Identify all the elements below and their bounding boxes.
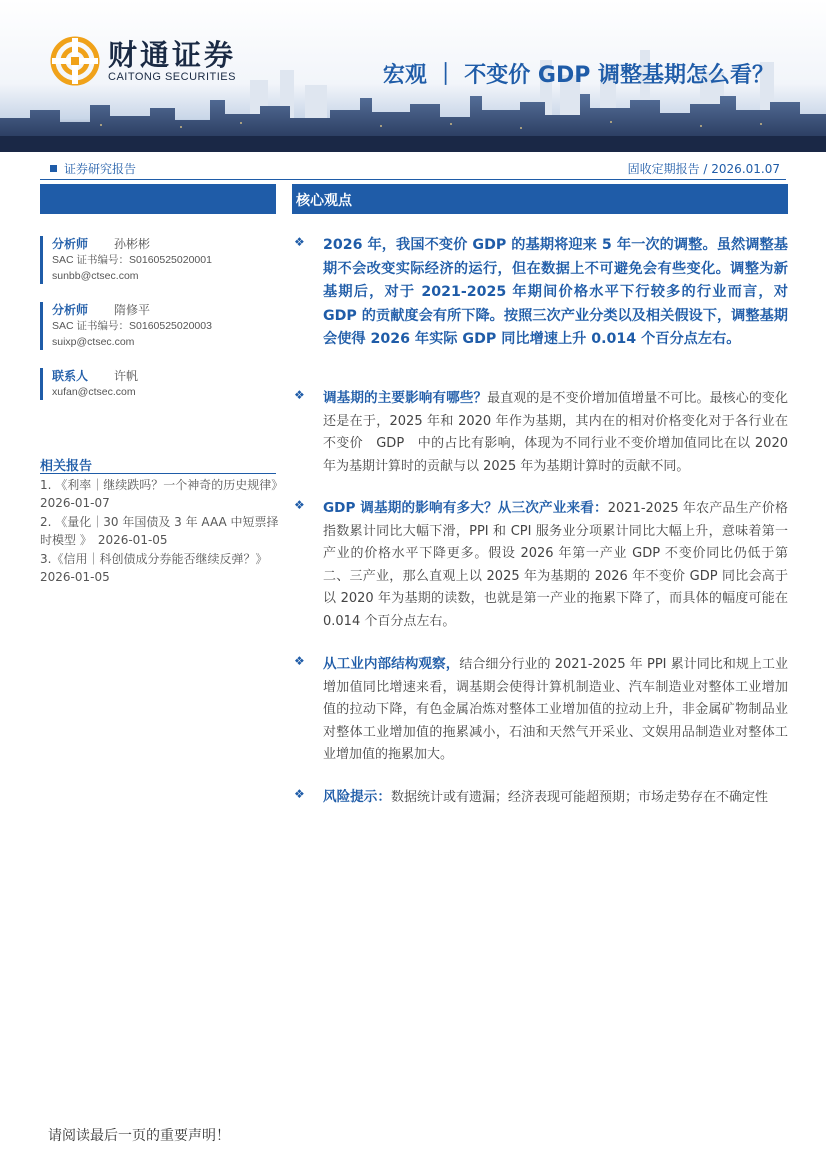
related-report-link[interactable]: 1. 《利率｜继续跌吗？一个神奇的历史规律》 2026-01-07 [40,478,290,510]
left-column-banner [40,184,276,214]
report-type [50,160,136,177]
page-header [0,0,826,152]
related-reports-list [40,476,290,587]
analyst-cert: SAC 证书编号：S0160525020001 [52,254,212,266]
analyst-role: 分析师 [52,237,89,251]
diamond-bullet-icon: ❖ [294,235,305,249]
company-logo [50,36,236,86]
core-point-text [323,653,788,767]
analyst-email[interactable]: suixp@ctsec.com [52,336,135,348]
analyst-role: 分析师 [52,303,89,317]
analyst-cert: SAC 证书编号：S0160525020003 [52,320,212,332]
core-point-body: 数据统计或有遗漏；经济表现可能超预期；市场走势存在不确定性 [390,790,768,805]
analyst-email[interactable]: sunbb@ctsec.com [52,270,139,282]
logo-text-chinese: 财通证券 [108,38,237,72]
core-point-highlight: 风险提示： [323,789,391,805]
report-title: 宏观 ｜ 不变价 GDP 调整基期怎么看？ [382,63,774,88]
related-report-link[interactable]: 2. 《量化｜30 年国债及 3 年 AAA 中短票择时模型 》 2026-01-05 [40,515,279,547]
contact-role: 联系人 [52,369,89,383]
diamond-bullet-icon: ❖ [294,498,305,512]
logo-text-english: CAITONG SECURITIES [108,71,236,83]
core-point [294,234,788,352]
core-point-body: 2021-2025 年农产品生产价格指数累计同比大幅下滑，PPI 和 CPI 服务业分项累计同比大幅上升，意味着第一产业的价格水平下降更多。假设 2026 年第一产业 GDP 不变价同比仍低于第二、三产业，那么直观上以 2025 年为基期的 2026 年不变价 GDP 同比会高于以 2020 年为基期的读数，也就是第一产业的拖累下降了，而具体的幅度可能在 0.014 个百分点左右。 [323,501,788,629]
analyst-card [40,236,276,284]
square-bullet-icon [50,165,57,172]
core-view-title: 核心观点 [296,193,352,209]
diamond-bullet-icon: ❖ [294,388,305,402]
core-point-text [323,497,788,633]
core-point-highlight: 从工业内部结构观察， [323,656,460,672]
caitong-logo-icon [50,36,100,86]
core-point-body: 最直观的是不变价增加值增量不可比。最核心的变化还是在于，2025 年和 2020 年作为基期，其内在的相对价格变化对于各行业在不变价 GDP 中的占比有影响，体现为不同行业不变价增加值同比在以 2020 年为基期计算时的贡献与以 2025 年为基期计算时的贡献不同。 [323,391,788,474]
subheader-rule [40,160,786,180]
core-point-text [323,387,788,478]
related-reports-divider [40,473,276,474]
analyst-card [40,302,276,350]
report-type-label: 证券研究报告 [64,162,137,176]
analyst-name: 孙彬彬 [114,237,151,251]
core-point [294,497,788,633]
related-report-link[interactable]: 3.《信用｜科创债成分券能否继续反弹？》 2026-01-05 [40,552,268,584]
report-category-date: 固收定期报告 / 2026.01.07 [627,162,780,176]
core-point-highlight: GDP 调基期的影响有多大？从三次产业来看： [323,500,608,516]
core-point [294,786,788,810]
core-view-banner [292,184,788,214]
core-point [294,653,788,767]
core-point-lead: 2026 年，我国不变价 GDP 的基期将迎来 5 年一次的调整。虽然调整基期不会改变实际经济的运行，但在数据上不可避免会有些变化。调整为新基期后，对于 2021-2025 年期间价格水平下行较多的行业而言，对 GDP 的贡献度会有所下降。按照三次产业分类以及相关假设下，调整基期会使得 2026 年实际 GDP 同比增速上升 0.014 个百分点左右。 [323,237,788,347]
related-reports-title: 相关报告 [40,459,93,474]
contact-name: 许帆 [114,369,139,383]
diamond-bullet-icon: ❖ [294,654,305,668]
disclaimer-note: 请阅读最后一页的重要声明！ [48,1128,230,1144]
core-point-text [323,786,788,810]
analyst-name: 隋修平 [114,303,151,317]
diamond-bullet-icon: ❖ [294,787,305,801]
core-point-body: 结合细分行业的 2021-2025 年 PPI 累计同比和规上工业增加值同比增速来看，调基期会使得计算机制造业、汽车制造业对整体工业增加值的拉动下降，有色金属冶炼对整体工业增加值的拉动上升，非金属矿物制品业对整体工业增加值的拖累减小，石油和天然气开采业、文娱用品制造业对整体工业增加值的拖累加大。 [323,657,789,762]
contact-card [40,368,276,400]
contact-email[interactable]: xufan@ctsec.com [52,386,136,398]
core-point [294,387,788,478]
core-point-highlight: 调基期的主要影响有哪些？ [323,390,488,406]
